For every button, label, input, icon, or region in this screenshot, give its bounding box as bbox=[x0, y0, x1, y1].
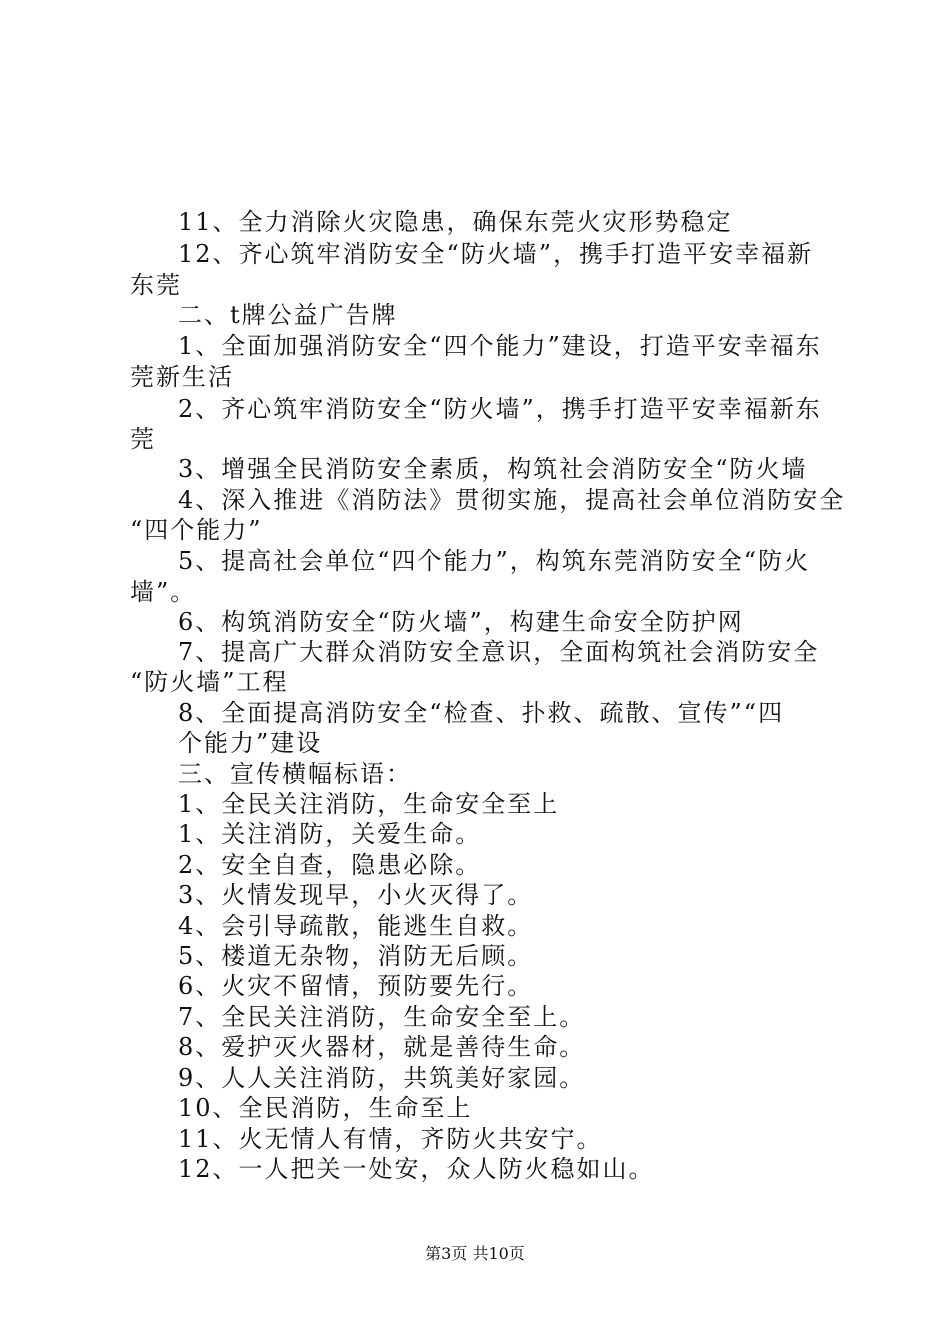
text-line: “防火墙”工程 bbox=[130, 668, 289, 696]
text-line: 莞 bbox=[130, 425, 156, 453]
text-line: 东莞 bbox=[130, 271, 182, 299]
text-line: 11、全力消除火灾隐患，确保东莞火灾形势稳定 bbox=[178, 208, 733, 236]
list-item: 1、关注消防，关爱生命。 bbox=[178, 820, 482, 848]
list-item: 3、火情发现早，小火灭得了。 bbox=[178, 881, 534, 909]
text-line: 4、深入推进《消防法》贯彻实施，提高社会单位消防安全 bbox=[178, 486, 846, 514]
text-line: 12、齐心筑牢消防安全“防火墙”，携手打造平安幸福新 bbox=[178, 240, 814, 268]
list-item: 8、爱护灭火器材，就是善待生命。 bbox=[178, 1033, 586, 1061]
list-item: 10、全民消防，生命至上 bbox=[178, 1094, 473, 1122]
text-line: 6、构筑消防安全“防火墙”，构建生命安全防护网 bbox=[178, 608, 744, 636]
section-heading: 二、t牌公益广告牌 bbox=[178, 301, 398, 329]
list-item: 1、全民关注消防，生命安全至上 bbox=[178, 790, 560, 818]
page-footer: 第3页 共10页 bbox=[425, 1244, 525, 1263]
text-line: 莞新生活 bbox=[130, 363, 234, 391]
section-heading: 三、宣传横幅标语： bbox=[178, 760, 412, 788]
text-line: 7、提高广大群众消防安全意识，全面构筑社会消防安全 bbox=[178, 638, 820, 666]
text-line: 墙”。 bbox=[130, 578, 197, 606]
list-item: 6、火灾不留情，预防要先行。 bbox=[178, 972, 534, 1000]
text-line: 2、齐心筑牢消防安全“防火墙”，携手打造平安幸福新东 bbox=[178, 395, 822, 423]
text-line: 8、全面提高消防安全“检查、扑救、疏散、宣传”“四 bbox=[178, 699, 785, 727]
text-line: 3、增强全民消防安全素质，构筑社会消防安全“防火墙 bbox=[178, 455, 808, 483]
list-item: 12、一人把关一处安，众人防火稳如山。 bbox=[178, 1155, 655, 1183]
list-item: 5、楼道无杂物，消防无后顾。 bbox=[178, 942, 534, 970]
text-line: 个能力”建设 bbox=[178, 729, 323, 757]
list-item: 11、火无情人有情，齐防火共安宁。 bbox=[178, 1125, 603, 1153]
list-item: 4、会引导疏散，能逃生自救。 bbox=[178, 912, 534, 940]
list-item: 9、人人关注消防，共筑美好家园。 bbox=[178, 1064, 586, 1092]
list-item: 7、全民关注消防，生命安全至上。 bbox=[178, 1003, 586, 1031]
text-line: 1、全面加强消防安全“四个能力”建设，打造平安幸福东 bbox=[178, 332, 822, 360]
text-line: 5、提高社会单位“四个能力”，构筑东莞消防安全“防火 bbox=[178, 547, 811, 575]
list-item: 2、安全自查，隐患必除。 bbox=[178, 851, 482, 879]
text-line: “四个能力” bbox=[130, 516, 263, 544]
